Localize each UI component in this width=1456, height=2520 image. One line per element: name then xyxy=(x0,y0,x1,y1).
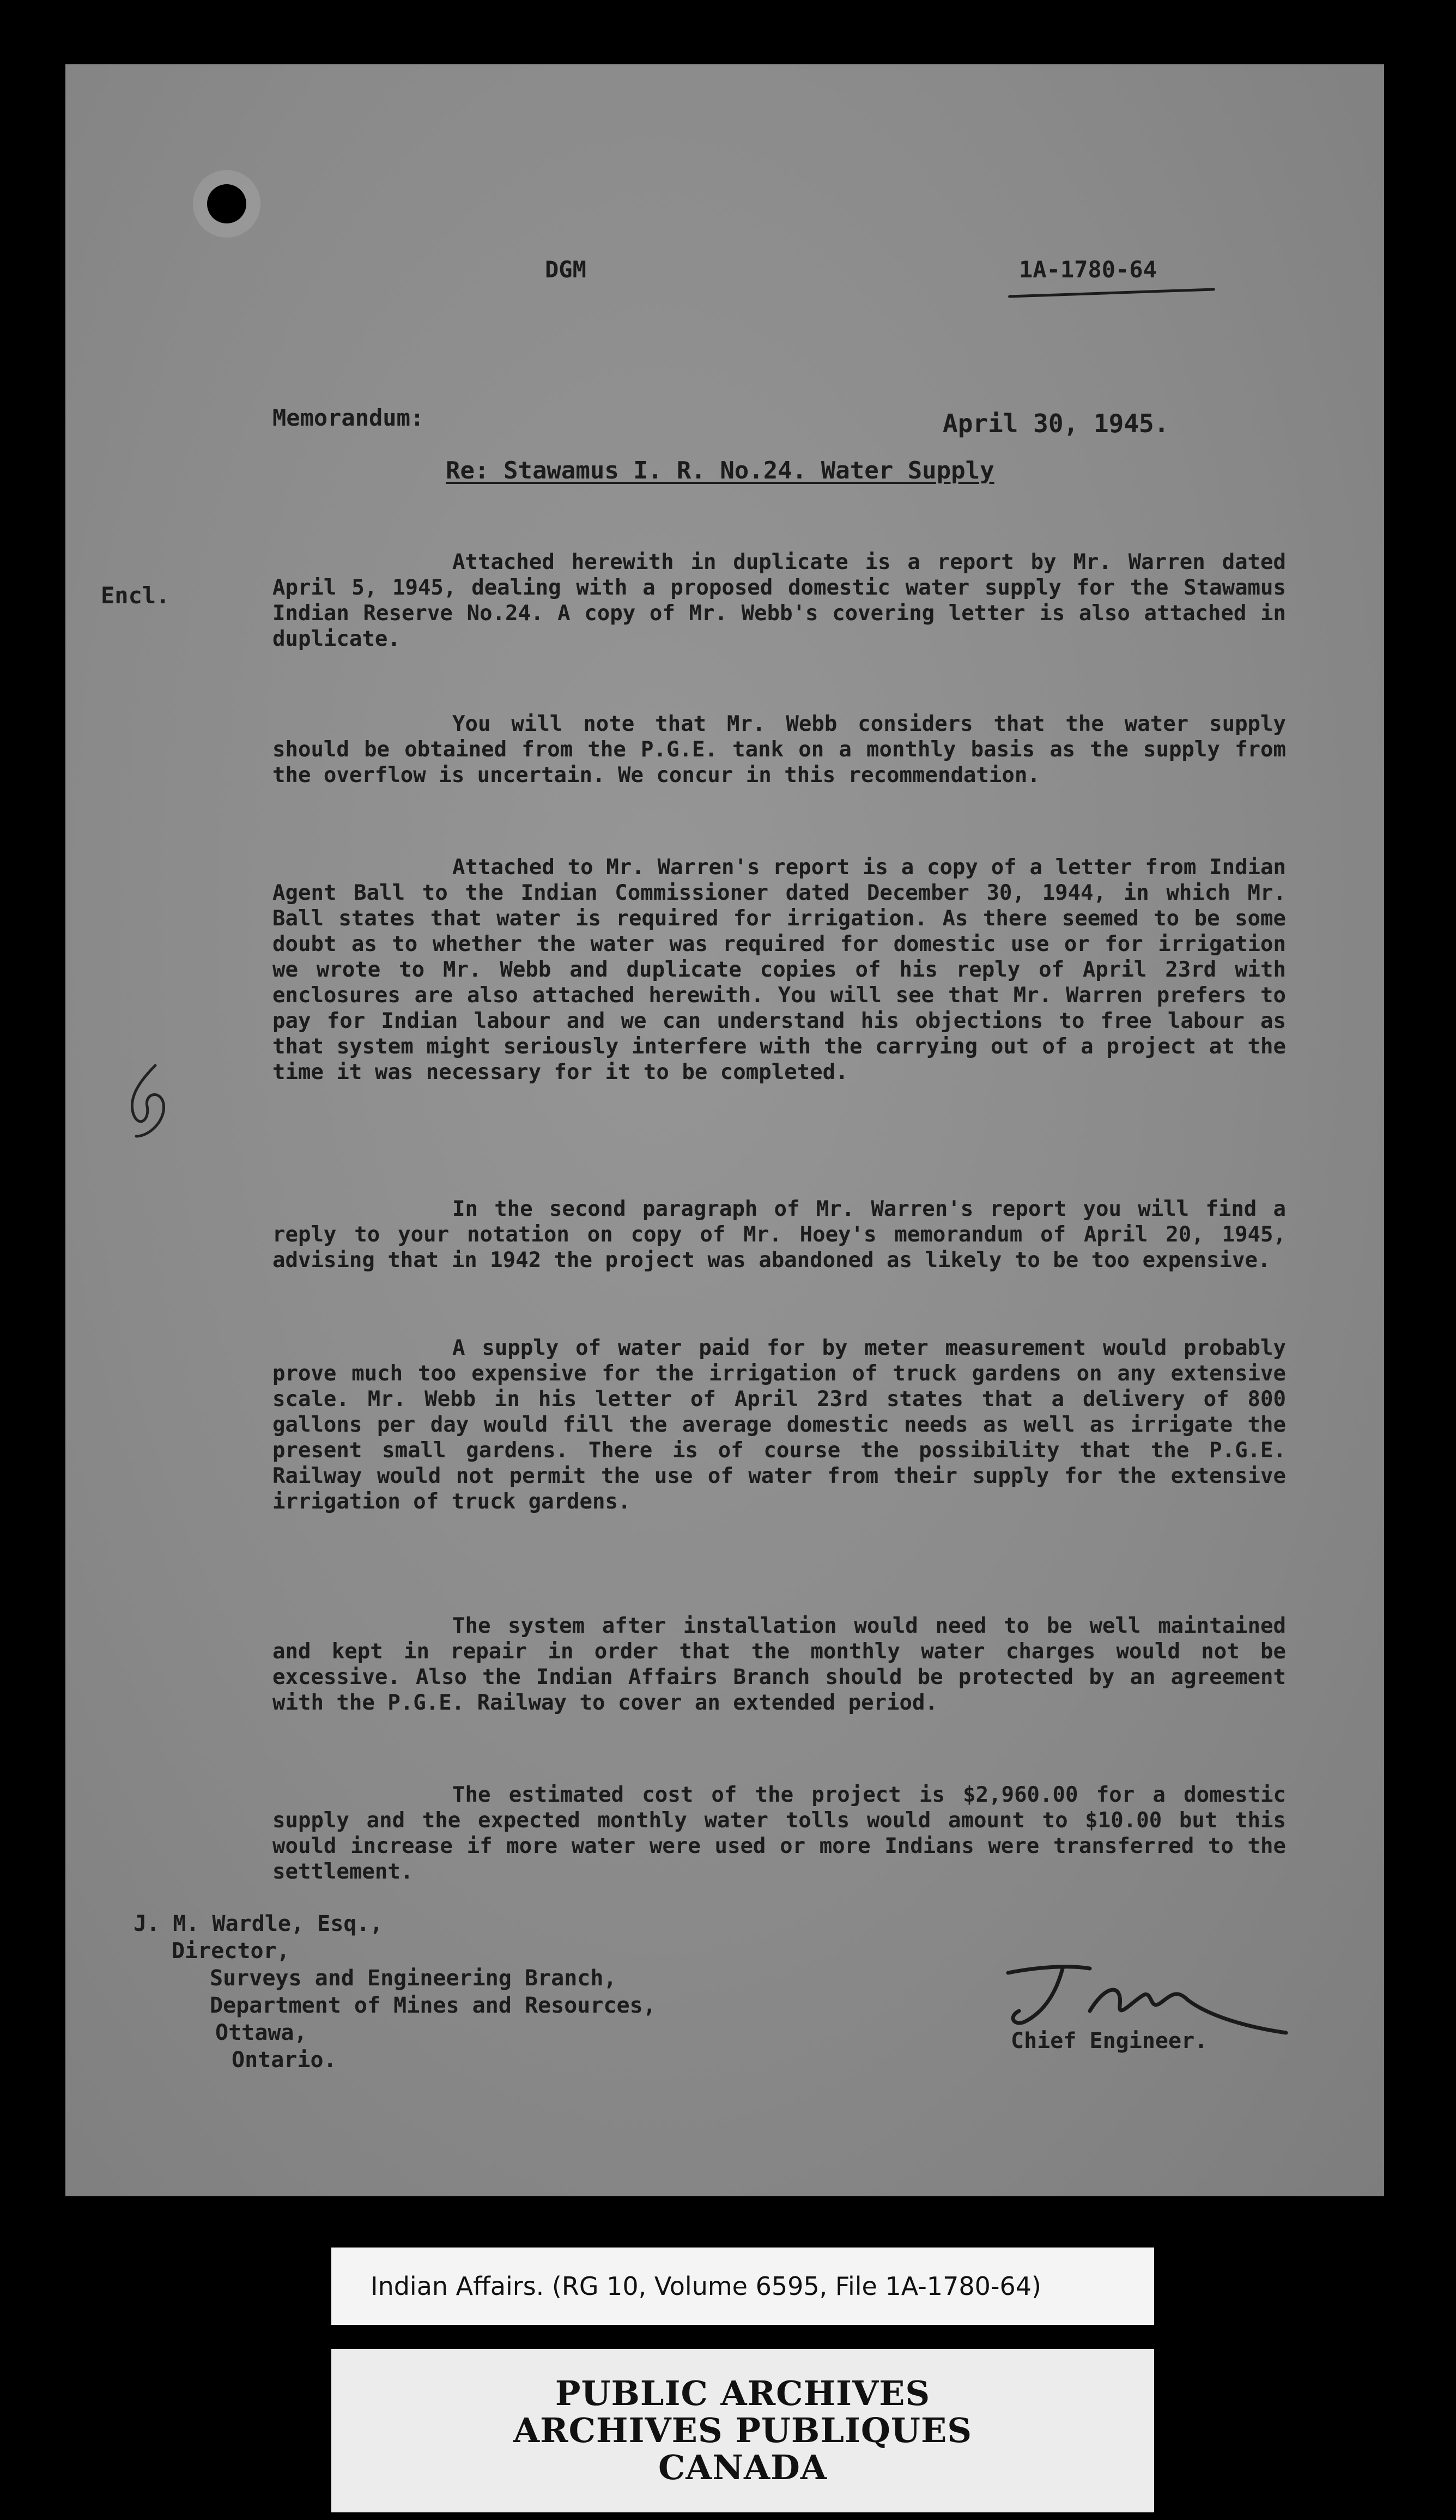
archive-citation: Indian Affairs. (RG 10, Volume 6595, File 1A-1780-64) xyxy=(371,2271,1041,2301)
addressee-line: J. M. Wardle, Esq., xyxy=(134,1911,383,1936)
paragraph-3: Attached to Mr. Warren's report is a copy of a letter from Indian Agent Ball to the Indian Commissioner dated December 30, 1944, in which Mr. Ball states that water is required for irrigation. As there seemed to be some doubt as to whether the water was required for domestic use or for irrigation we wrote to Mr. Webb and duplicate copies of his reply of April 23rd with enclosures are also attached herewith. You will see that Mr. Warren prefers to pay for Indian labour and we can understand his objections to free labour as that system might seriously interfere with the carrying out of a project at the time it was necessary for it to be completed. xyxy=(272,855,1286,1085)
paragraph-4: In the second paragraph of Mr. Warren's report you will find a reply to your notation on copy of Mr. Hoey's memorandum of April 20, 1945, advising that in 1942 the project was abandoned as likely to be too expensive. xyxy=(272,1197,1286,1273)
margin-note-encl: Encl. xyxy=(101,582,170,609)
memo-date: April 30, 1945. xyxy=(943,409,1169,438)
archive-stamp-line: ARCHIVES PUBLIQUES xyxy=(513,2410,973,2450)
addressee-line: Surveys and Engineering Branch, xyxy=(210,1966,617,1991)
addressee-line: Director, xyxy=(172,1939,290,1964)
paragraph-1: Attached herewith in duplicate is a report by Mr. Warren dated April 5, 1945, dealing with a proposed domestic water supply for the Stawamus Indian Reserve No.24. A copy of Mr. Webb's covering letter is also attached in duplicate. xyxy=(272,550,1286,651)
paragraph-5: A supply of water paid for by meter measurement would probably prove much too expensive for the irrigation of truck gardens on any extensive scale. Mr. Webb in his letter of April 23rd states that a delivery of 800 gallons per day would fill the average domestic needs as well as irrigate the present small gardens. There is of course the possibility that the P.G.E. Railway would not permit the use of water from their supply for the extensive irrigation of truck gardens. xyxy=(272,1336,1286,1514)
dept-mark: DGM xyxy=(545,256,586,283)
punch-hole xyxy=(207,184,246,223)
archive-stamp-line: PUBLIC ARCHIVES xyxy=(555,2373,931,2413)
paragraph-2: You will note that Mr. Webb considers that the water supply should be obtained from the P.G.E. tank on a monthly basis as the supply from the overflow is uncertain. We concur in this recommendation. xyxy=(272,712,1286,788)
archive-stamp-line: CANADA xyxy=(658,2448,828,2487)
archive-stamp xyxy=(331,2349,1154,2512)
memo-heading: Memorandum: xyxy=(272,404,424,431)
addressee-line: Department of Mines and Resources, xyxy=(210,1993,656,2018)
memo-subject: Re: Stawamus I. R. No.24. Water Supply xyxy=(446,457,994,484)
paragraph-7: The estimated cost of the project is $2,960.00 for a domestic supply and the expected monthly water tolls would amount to $10.00 but this would increase if more water were used or more Indians were transferred to the settlement. xyxy=(272,1783,1286,1884)
archive-citation-label xyxy=(331,2248,1154,2325)
addressee-block xyxy=(134,1910,656,2074)
addressee-line: Ottawa, xyxy=(215,2020,307,2045)
file-code: 1A-1780-64 xyxy=(1019,256,1157,283)
addressee-line: Ontario. xyxy=(232,2048,337,2073)
handwritten-margin-mark xyxy=(117,1060,177,1142)
paragraph-6: The system after installation would need to be well maintained and kept in repair in order that the monthly water charges would not be excessive. Also the Indian Affairs Branch should be protected by an agreement with the P.G.E. Railway to cover an extended period. xyxy=(272,1614,1286,1715)
signature-title: Chief Engineer. xyxy=(1011,2028,1208,2053)
handwritten-signature xyxy=(1003,1951,1297,2038)
